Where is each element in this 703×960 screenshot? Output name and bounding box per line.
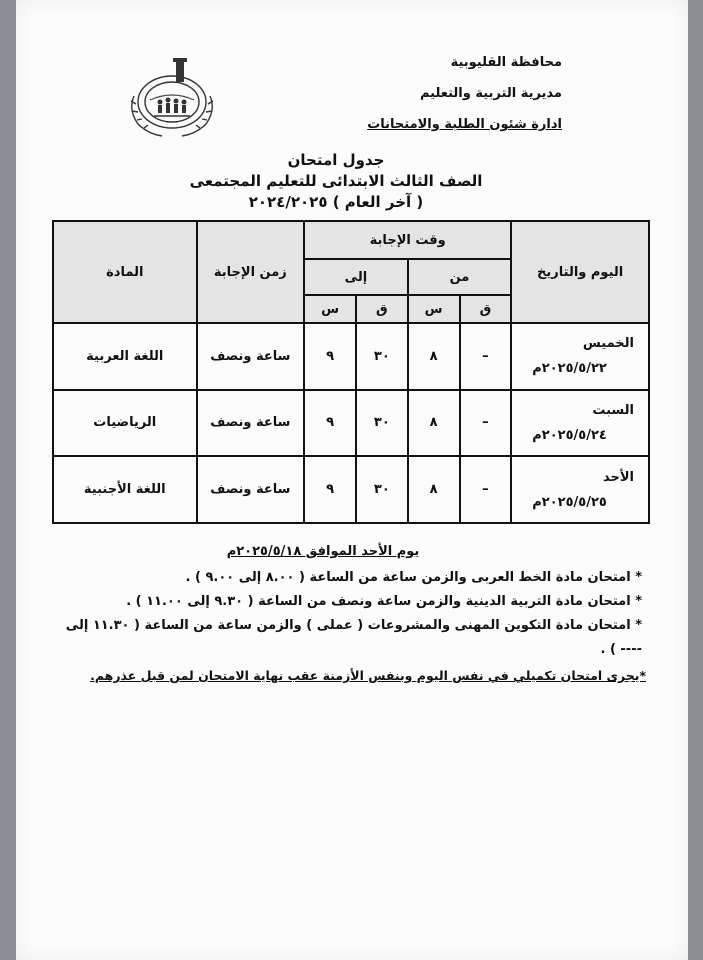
header-from-hour: س: [408, 295, 460, 323]
day-label: الخميس: [582, 336, 634, 352]
day-date-cell: [511, 323, 649, 390]
day-label: السبت: [592, 402, 634, 418]
governorate-label: محافظة القليوبية: [450, 55, 562, 70]
department-label: ادارة شئون الطلبة والامتحانات: [367, 117, 562, 132]
notes-heading: يوم الأحد الموافق ٢٠٢٥/٥/١٨م: [226, 544, 420, 559]
table-row: [53, 323, 649, 390]
header-day-date: اليوم والتاريخ: [511, 221, 649, 323]
subject-cell: اللغة الأجنبية: [53, 456, 197, 523]
from-hour-cell: ٨: [408, 323, 460, 390]
duration-cell: ساعة ونصف: [197, 323, 305, 390]
day-label: الأحد: [602, 469, 634, 485]
title-line-2: الصف الثالث الابتدائى للتعليم المجتمعى: [189, 172, 483, 190]
day-date-cell: [511, 456, 649, 523]
subject-cell: اللغة العربية: [53, 323, 197, 390]
note-item: * امتحان مادة الخط العربى والزمن ساعة من الساعة ( ٨.٠٠ إلى ٩.٠٠ ) .: [185, 570, 642, 585]
header-answer-time: وقت الإجابة: [304, 221, 511, 259]
duration-cell: ساعة ونصف: [197, 456, 305, 523]
header-from-minute: ق: [460, 295, 512, 323]
note-item: * امتحان مادة التكوين المهنى والمشروعات ( عملى ) والزمن ساعة من الساعة ( ١١.٣٠ إلى ---- ) .: [65, 618, 642, 657]
to-hour-cell: ٩: [304, 390, 356, 457]
title-line-1: جدول امتحان: [287, 151, 385, 169]
to-minute-cell: ٣٠: [356, 456, 408, 523]
to-minute-cell: ٣٠: [356, 323, 408, 390]
from-minute-cell: –: [460, 456, 512, 523]
from-hour-cell: ٨: [408, 390, 460, 457]
note-item: * امتحان مادة التربية الدينية والزمن ساعة ونصف من الساعة ( ٩.٣٠ إلى ١١.٠٠ ) .: [126, 594, 642, 609]
header-subject: المادة: [53, 221, 197, 323]
header-duration: زمن الإجابة: [197, 221, 305, 323]
title-line-3: ( آخر العام ) ٢٠٢٤/٢٠٢٥: [248, 193, 424, 211]
exam-schedule-table: [52, 220, 650, 524]
to-hour-cell: ٩: [304, 456, 356, 523]
table-row: [53, 456, 649, 523]
date-label: ٢٠٢٥/٥/٢٥م: [532, 494, 607, 510]
duration-cell: ساعة ونصف: [197, 390, 305, 457]
ministry-emblem-icon: [120, 56, 224, 142]
subject-cell: الرياضيات: [53, 390, 197, 457]
header-to-hour: س: [304, 295, 356, 323]
to-minute-cell: ٣٠: [356, 390, 408, 457]
day-date-cell: [511, 390, 649, 457]
header-from: من: [408, 259, 512, 295]
date-label: ٢٠٢٥/٥/٢٤م: [532, 427, 607, 443]
header-to-minute: ق: [356, 295, 408, 323]
from-minute-cell: –: [460, 390, 512, 457]
from-minute-cell: –: [460, 323, 512, 390]
makeup-exam-note: *يجرى امتحان تكميلي في نفس اليوم وبنفس الأزمنة عقب نهاية الامتحان لمن قبل عذرهم.: [90, 668, 646, 683]
table-row: [53, 390, 649, 457]
date-label: ٢٠٢٥/٥/٢٢م: [532, 361, 607, 377]
notes-block: [60, 540, 646, 688]
document-title: [136, 150, 536, 213]
directorate-label: مديرية التربية والتعليم: [419, 86, 562, 101]
from-hour-cell: ٨: [408, 456, 460, 523]
header-to: إلى: [304, 259, 408, 295]
to-hour-cell: ٩: [304, 323, 356, 390]
header-block: [342, 54, 562, 147]
